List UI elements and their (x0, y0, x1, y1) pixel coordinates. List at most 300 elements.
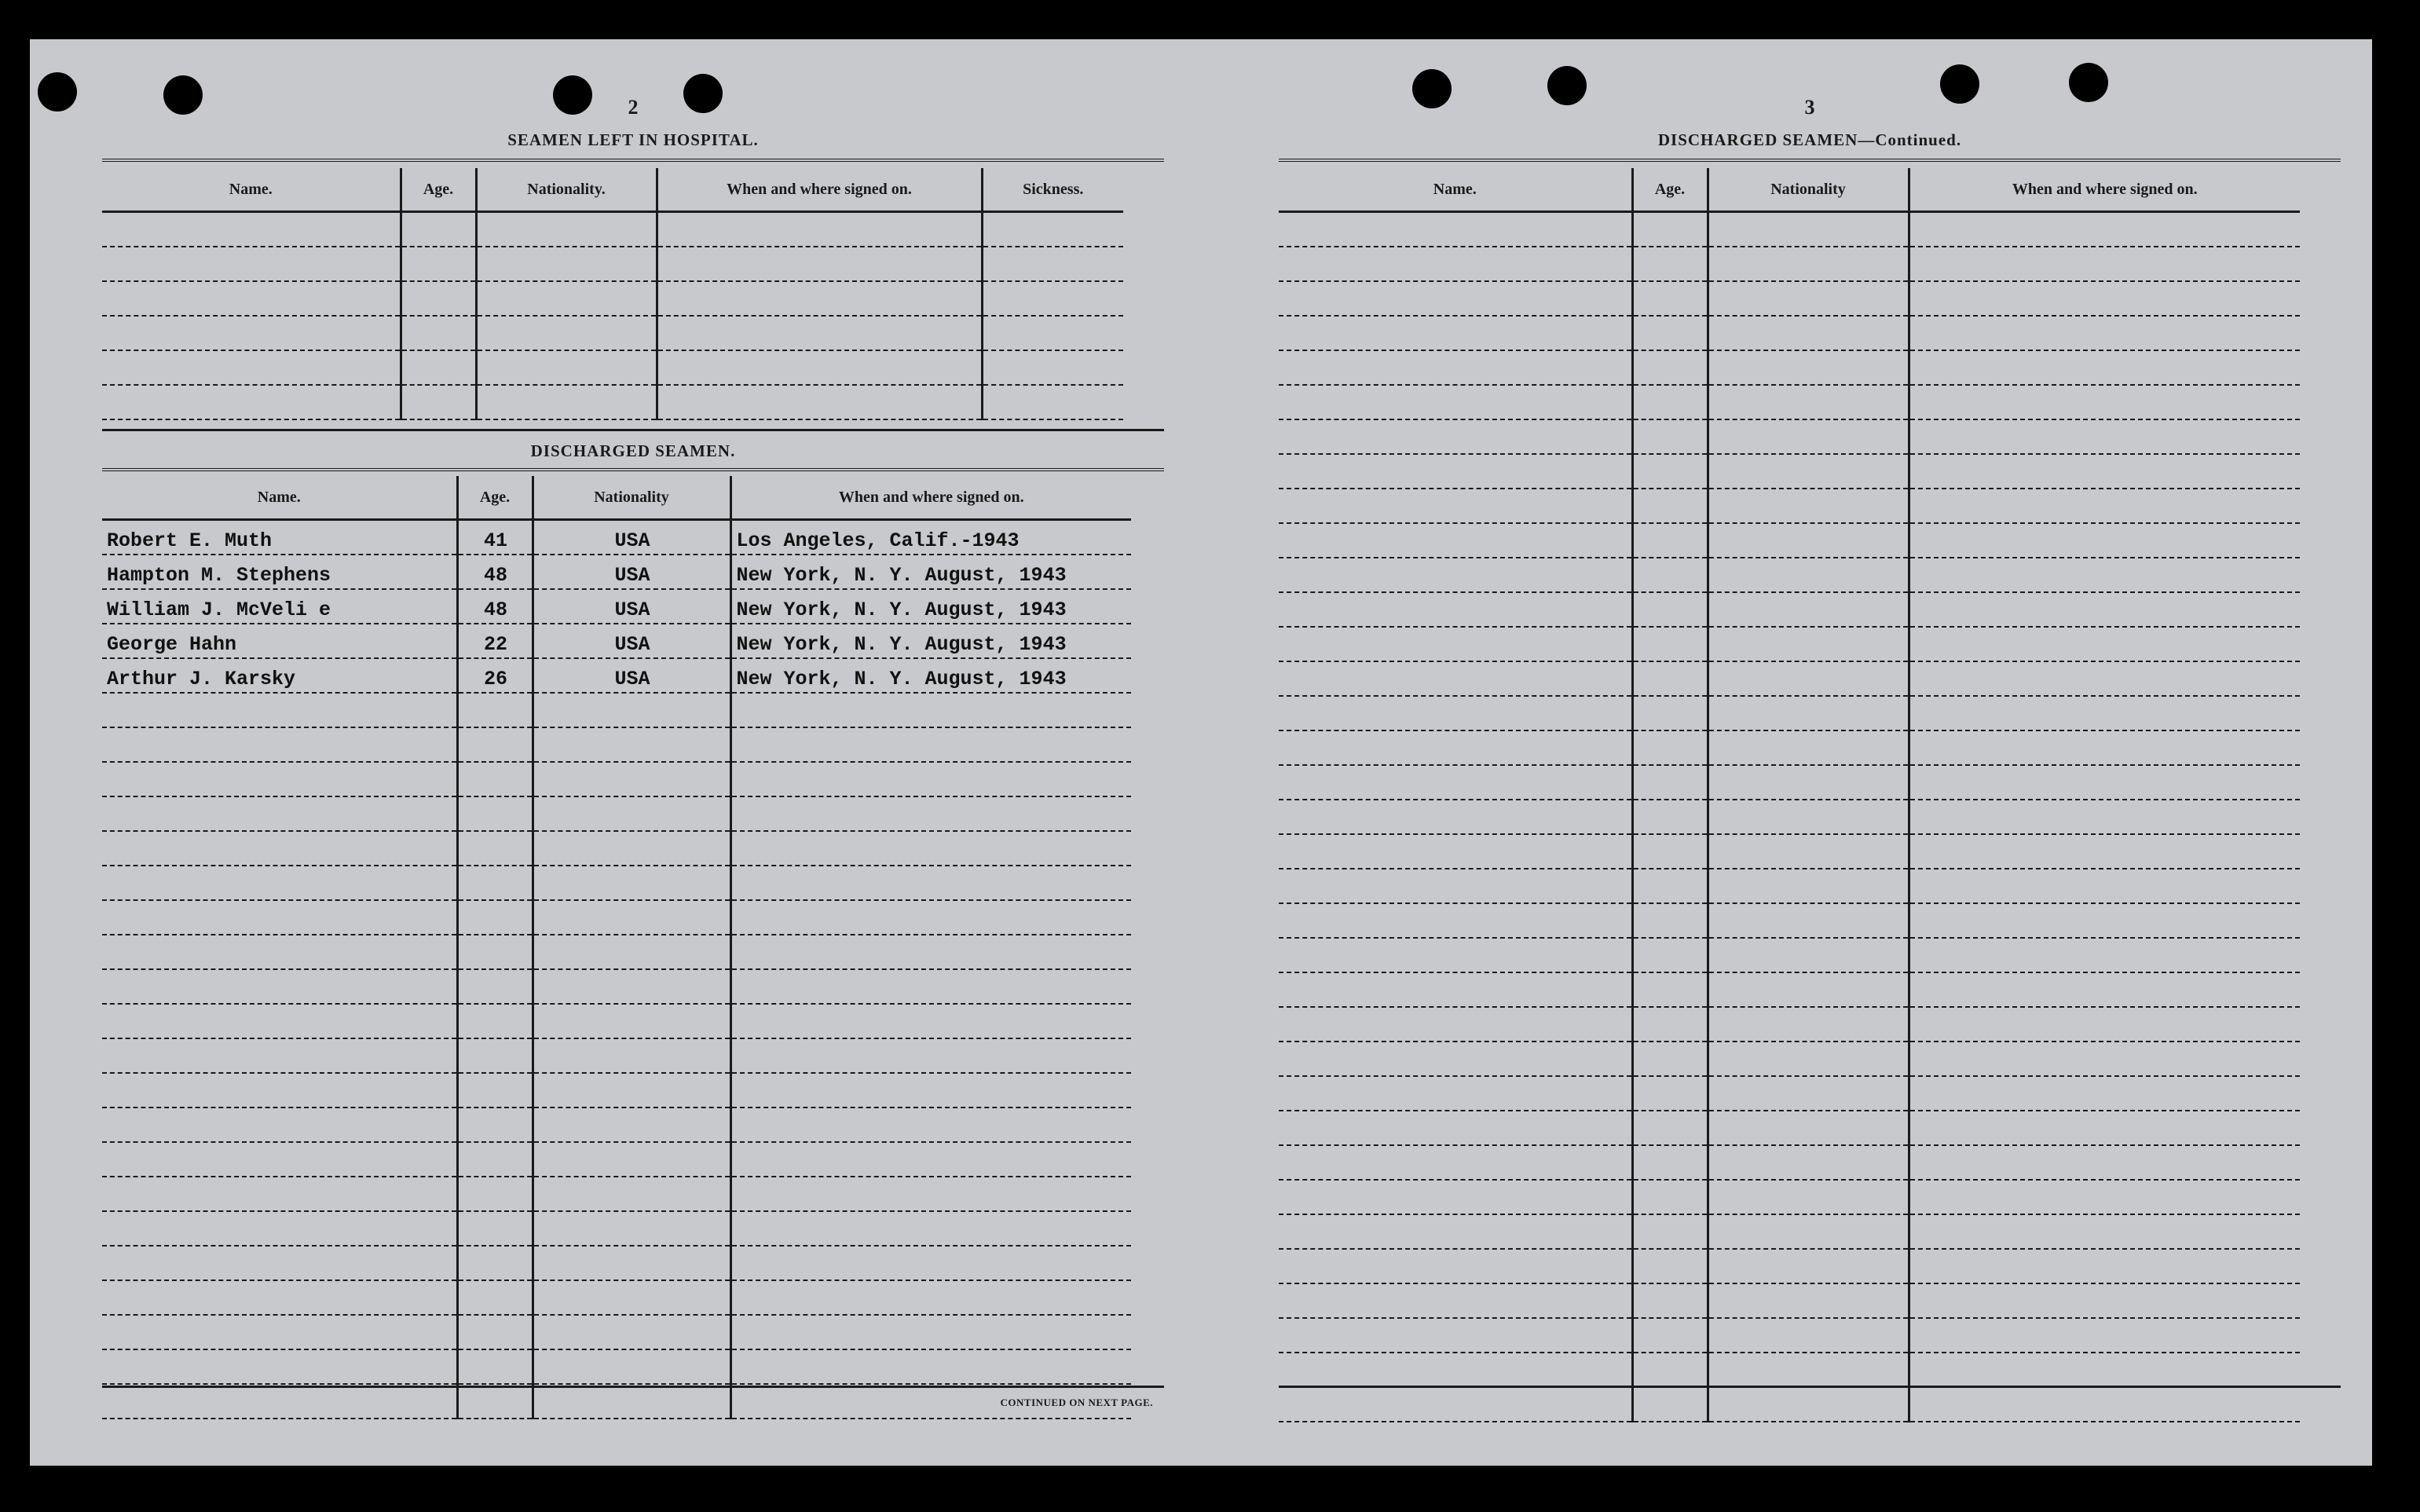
table-cell (457, 1073, 533, 1107)
table-cell (982, 247, 1123, 281)
table-cell (1632, 1283, 1708, 1318)
table-cell (533, 935, 730, 969)
table-cell (1708, 730, 1909, 765)
col-header-age: Age. (1632, 168, 1708, 212)
table-cell (1909, 1180, 2300, 1214)
table-cell (657, 212, 982, 247)
table-cell (102, 1315, 457, 1349)
table-cell (533, 727, 730, 762)
table-row (102, 589, 1131, 624)
table-cell: 48 (457, 555, 533, 589)
table-cell (102, 1246, 457, 1280)
table-cell (533, 1073, 730, 1107)
table-row (1279, 938, 2300, 972)
table-cell (476, 385, 657, 419)
table-cell (533, 969, 730, 1004)
table-cell (1279, 627, 1632, 661)
table-cell (1279, 523, 1632, 558)
table-cell (730, 1211, 1131, 1246)
table-row (102, 658, 1131, 693)
table-cell (533, 831, 730, 866)
table-row (102, 1280, 1131, 1315)
table-cell (1909, 1283, 2300, 1318)
table-cell (730, 1177, 1131, 1211)
table-cell (457, 900, 533, 935)
table-cell (657, 316, 982, 350)
table-cell: New York, N. Y. August, 1943 (730, 555, 1131, 589)
table-cell (1708, 1318, 1909, 1353)
table-row (1279, 1214, 2300, 1249)
table-cell (533, 693, 730, 727)
table-cell (730, 1142, 1131, 1177)
table-cell (982, 281, 1123, 316)
table-cell (1279, 972, 1632, 1007)
table-row (102, 1384, 1131, 1419)
table-row (102, 316, 1123, 350)
col-header-nationality: Nationality. (476, 168, 657, 212)
table-cell (102, 969, 457, 1004)
table-cell: USA (533, 658, 730, 693)
table-cell (102, 1107, 457, 1142)
table-row (102, 900, 1131, 935)
table-cell (476, 281, 657, 316)
table-cell (1279, 281, 1632, 316)
table-cell: Robert E. Muth (102, 520, 457, 555)
table-cell (1632, 661, 1708, 696)
table-cell (1909, 696, 2300, 730)
table-cell (730, 1107, 1131, 1142)
table-cell (730, 1349, 1131, 1384)
table-row (102, 247, 1123, 281)
table-row (1279, 661, 2300, 696)
table-cell (1279, 834, 1632, 869)
table-cell (657, 281, 982, 316)
table-cell (730, 1246, 1131, 1280)
table-cell (401, 212, 476, 247)
table-cell (533, 1246, 730, 1280)
table-cell (102, 831, 457, 866)
table-cell (1708, 489, 1909, 523)
table-row (1279, 1007, 2300, 1042)
table-cell (1632, 1076, 1708, 1111)
table-cell (1632, 454, 1708, 489)
table-cell (1632, 1145, 1708, 1180)
table-row (102, 385, 1123, 419)
table-cell (533, 796, 730, 831)
table-cell (730, 727, 1131, 762)
table-cell (1708, 765, 1909, 800)
table-cell (102, 1004, 457, 1038)
table-cell (1708, 661, 1909, 696)
table-cell (1632, 419, 1708, 454)
table-cell (102, 1349, 457, 1384)
table-cell (457, 935, 533, 969)
table-cell (1708, 592, 1909, 627)
table-row (102, 1004, 1131, 1038)
divider (102, 159, 1164, 162)
table-cell (1708, 419, 1909, 454)
table-cell (533, 1211, 730, 1246)
table-cell (102, 693, 457, 727)
table-cell (1708, 800, 1909, 834)
table-cell (730, 1004, 1131, 1038)
table-cell (1708, 903, 1909, 938)
table-cell (1708, 350, 1909, 385)
table-cell (457, 1107, 533, 1142)
table-cell (1909, 558, 2300, 592)
table-cell (102, 1280, 457, 1315)
table-cell: 22 (457, 624, 533, 658)
table-cell (1909, 765, 2300, 800)
table-row (102, 1246, 1131, 1280)
right-page (1279, 39, 2341, 1466)
table-row (1279, 454, 2300, 489)
table-cell (1708, 972, 1909, 1007)
table-cell (102, 247, 401, 281)
table-row (1279, 592, 2300, 627)
table-cell (401, 385, 476, 419)
table-cell (1279, 489, 1632, 523)
table-cell (1909, 1353, 2300, 1387)
table-cell: Arthur J. Karsky (102, 658, 457, 693)
table-row (102, 1073, 1131, 1107)
table-cell (1632, 1180, 1708, 1214)
table-cell (102, 1142, 457, 1177)
table-row (1279, 1145, 2300, 1180)
table-cell (1909, 834, 2300, 869)
table-cell (1279, 1111, 1632, 1145)
table-cell (657, 385, 982, 419)
col-header-name: Name. (102, 476, 457, 520)
table-row (1279, 627, 2300, 661)
table-cell (102, 866, 457, 900)
table-cell (982, 316, 1123, 350)
table-cell (1279, 419, 1632, 454)
table-cell (1279, 1318, 1632, 1353)
table-cell (1909, 1111, 2300, 1145)
table-cell (1279, 385, 1632, 419)
table-cell (457, 1177, 533, 1211)
table-row (102, 1107, 1131, 1142)
table-cell (1279, 1249, 1632, 1283)
table-row (102, 831, 1131, 866)
table-cell (730, 1038, 1131, 1073)
divider (102, 429, 1164, 431)
table-cell (533, 1004, 730, 1038)
divider (1279, 159, 2341, 162)
table-cell (1632, 1318, 1708, 1353)
discharged-continued-title: DISCHARGED SEAMEN—Continued. (1657, 130, 1962, 149)
table-cell (1708, 1387, 1909, 1422)
table-row (102, 693, 1131, 727)
table-cell (1279, 661, 1632, 696)
table-cell (533, 1349, 730, 1384)
table-cell (1909, 1007, 2300, 1042)
table-cell (102, 762, 457, 796)
table-cell (1279, 558, 1632, 592)
table-cell: New York, N. Y. August, 1943 (730, 658, 1131, 693)
table-cell (1279, 247, 1632, 281)
table-cell (1708, 247, 1909, 281)
table-cell: Hampton M. Stephens (102, 555, 457, 589)
table-cell (457, 1038, 533, 1073)
table-cell (730, 693, 1131, 727)
table-row (1279, 869, 2300, 903)
table-cell (1632, 1111, 1708, 1145)
table-cell (982, 350, 1123, 385)
table-cell (1708, 627, 1909, 661)
table-row (102, 624, 1131, 658)
table-cell (457, 1315, 533, 1349)
table-cell (401, 281, 476, 316)
table-row (102, 1349, 1131, 1384)
table-cell (1909, 869, 2300, 903)
table-cell: Los Angeles, Calif.-1943 (730, 520, 1131, 555)
divider (102, 468, 1164, 471)
table-cell (1279, 1283, 1632, 1318)
table-cell (1909, 523, 2300, 558)
table-cell (1632, 800, 1708, 834)
table-cell (657, 247, 982, 281)
table-cell: USA (533, 624, 730, 658)
table-cell (1632, 834, 1708, 869)
table-cell (533, 1315, 730, 1349)
table-cell: USA (533, 520, 730, 555)
table-row (102, 1177, 1131, 1211)
table-cell (730, 762, 1131, 796)
table-cell (1708, 1042, 1909, 1076)
table-cell (533, 1280, 730, 1315)
table-cell (1708, 523, 1909, 558)
table-cell (401, 247, 476, 281)
col-header-name: Name. (102, 168, 401, 212)
table-cell (457, 1004, 533, 1038)
table-cell (1632, 523, 1708, 558)
table-row (102, 281, 1123, 316)
table-cell (730, 796, 1131, 831)
table-cell: William J. McVeli e (102, 589, 457, 624)
table-cell (102, 727, 457, 762)
table-cell (457, 1349, 533, 1384)
table-row (1279, 730, 2300, 765)
table-row (102, 1211, 1131, 1246)
table-cell (730, 1073, 1131, 1107)
table-row (102, 1315, 1131, 1349)
table-cell: New York, N. Y. August, 1943 (730, 624, 1131, 658)
table-cell (1279, 869, 1632, 903)
table-cell (1632, 869, 1708, 903)
table-cell (1909, 1145, 2300, 1180)
table-cell (102, 1038, 457, 1073)
table-row (1279, 247, 2300, 281)
table-row (1279, 1318, 2300, 1353)
table-cell (1632, 212, 1708, 247)
table-cell (1708, 696, 1909, 730)
table-row (1279, 1353, 2300, 1387)
table-cell (730, 831, 1131, 866)
table-cell (102, 796, 457, 831)
table-cell (1909, 972, 2300, 1007)
table-row (1279, 385, 2300, 419)
table-cell (1909, 281, 2300, 316)
table-row (1279, 903, 2300, 938)
table-cell (1279, 1145, 1632, 1180)
table-cell (1632, 385, 1708, 419)
table-cell (1909, 1042, 2300, 1076)
table-cell (1708, 1249, 1909, 1283)
discharged-table (102, 476, 1131, 1419)
table-cell (1632, 247, 1708, 281)
table-cell (1279, 316, 1632, 350)
table-cell (1708, 1283, 1909, 1318)
table-row (1279, 1042, 2300, 1076)
hospital-table (102, 168, 1123, 420)
table-cell (102, 1384, 457, 1419)
table-cell (1632, 765, 1708, 800)
table-cell (1909, 350, 2300, 385)
table-cell (533, 1107, 730, 1142)
table-row (1279, 1180, 2300, 1214)
table-cell (657, 350, 982, 385)
page-number: 3 (1804, 96, 1815, 119)
table-cell (1632, 592, 1708, 627)
table-cell (1632, 1353, 1708, 1387)
table-cell (102, 316, 401, 350)
col-header-signed-on: When and where signed on. (730, 476, 1131, 520)
table-cell (1708, 1111, 1909, 1145)
table-cell (1279, 212, 1632, 247)
col-header-nationality: Nationality (1708, 168, 1909, 212)
table-cell (1708, 281, 1909, 316)
col-header-age: Age. (401, 168, 476, 212)
table-cell (1708, 385, 1909, 419)
table-cell (1632, 730, 1708, 765)
col-header-sickness: Sickness. (982, 168, 1123, 212)
table-cell (476, 212, 657, 247)
table-cell (1632, 938, 1708, 972)
table-cell: USA (533, 589, 730, 624)
discharged-section-title: DISCHARGED SEAMEN. (530, 441, 736, 460)
table-cell (1279, 903, 1632, 938)
table-cell (1632, 627, 1708, 661)
table-cell (1708, 938, 1909, 972)
left-page (102, 39, 1164, 1466)
table-row (102, 520, 1131, 555)
table-cell (1632, 558, 1708, 592)
table-row (1279, 350, 2300, 385)
table-row (102, 350, 1123, 385)
table-cell (982, 212, 1123, 247)
col-header-signed-on: When and where signed on. (1909, 168, 2300, 212)
table-cell (730, 935, 1131, 969)
table-cell (1632, 1214, 1708, 1249)
table-row (1279, 1111, 2300, 1145)
table-row (1279, 523, 2300, 558)
table-row (1279, 834, 2300, 869)
table-cell (1909, 1318, 2300, 1353)
table-cell (533, 1384, 730, 1419)
table-cell (102, 281, 401, 316)
hospital-section-title: SEAMEN LEFT IN HOSPITAL. (507, 130, 759, 149)
table-row (102, 866, 1131, 900)
table-cell (476, 350, 657, 385)
table-row (1279, 489, 2300, 523)
table-row (1279, 558, 2300, 592)
table-row (1279, 281, 2300, 316)
table-cell (1279, 1076, 1632, 1111)
col-header-nationality: Nationality (533, 476, 730, 520)
table-row (102, 1142, 1131, 1177)
table-row (102, 935, 1131, 969)
bottom-rule (102, 1386, 1164, 1388)
table-cell: New York, N. Y. August, 1943 (730, 589, 1131, 624)
table-cell (1632, 696, 1708, 730)
table-cell (1909, 800, 2300, 834)
table-cell (1909, 454, 2300, 489)
table-cell (1708, 1145, 1909, 1180)
table-cell (1909, 247, 2300, 281)
table-cell (1708, 316, 1909, 350)
table-cell (1909, 592, 2300, 627)
ledger-sheet (30, 39, 2372, 1466)
table-cell (730, 900, 1131, 935)
table-cell (533, 1038, 730, 1073)
table-cell: USA (533, 555, 730, 589)
table-cell (1708, 1007, 1909, 1042)
table-cell (476, 247, 657, 281)
col-header-name: Name. (1279, 168, 1632, 212)
table-cell (1909, 1076, 2300, 1111)
table-row (1279, 1249, 2300, 1283)
continued-note: CONTINUED ON NEXT PAGE. (1000, 1397, 1153, 1408)
table-cell (982, 385, 1123, 419)
table-row (1279, 696, 2300, 730)
table-cell (730, 866, 1131, 900)
table-cell (533, 1142, 730, 1177)
table-cell (102, 900, 457, 935)
table-cell (1632, 316, 1708, 350)
table-cell (1279, 730, 1632, 765)
table-cell (730, 969, 1131, 1004)
table-cell (102, 212, 401, 247)
table-cell (457, 1280, 533, 1315)
table-row (102, 555, 1131, 589)
table-cell (1279, 1042, 1632, 1076)
table-cell (401, 350, 476, 385)
table-cell (457, 1211, 533, 1246)
table-cell (102, 350, 401, 385)
table-cell (1279, 592, 1632, 627)
table-cell (457, 727, 533, 762)
table-cell (1279, 1214, 1632, 1249)
table-cell (1909, 419, 2300, 454)
table-cell (1909, 1387, 2300, 1422)
table-cell (1909, 627, 2300, 661)
table-cell: 26 (457, 658, 533, 693)
table-cell (1632, 1387, 1708, 1422)
table-row (1279, 972, 2300, 1007)
table-cell (457, 969, 533, 1004)
table-row (102, 212, 1123, 247)
table-cell (533, 900, 730, 935)
page-number: 2 (628, 96, 639, 119)
table-cell (1909, 938, 2300, 972)
table-cell (1909, 489, 2300, 523)
table-cell (102, 1211, 457, 1246)
table-cell (1708, 454, 1909, 489)
table-cell (457, 1246, 533, 1280)
table-cell (457, 831, 533, 866)
